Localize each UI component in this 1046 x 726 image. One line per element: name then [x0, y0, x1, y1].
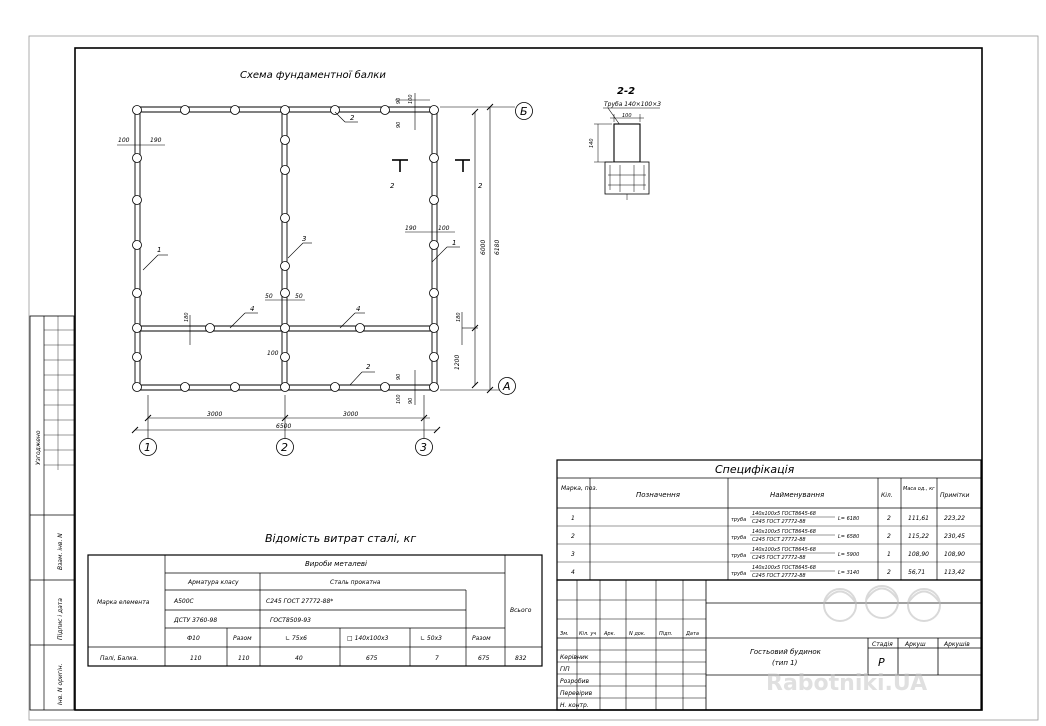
- dim-6180: 6180: [494, 239, 501, 255]
- spec-h-mark: Марка, поз.: [561, 485, 598, 492]
- steel-razom1: Разом: [233, 635, 252, 642]
- stamp-replaced-inv: Взам. інв. N: [57, 533, 64, 570]
- tb-col-kil: Кіл. уч: [579, 631, 597, 637]
- pos-mark-2-bottom: 2: [366, 363, 371, 371]
- tb-role-developer: Розробив: [560, 678, 590, 685]
- tb-sheet-head: Аркуш: [905, 641, 926, 648]
- dim-local-190b: 190: [405, 225, 417, 232]
- spec-row-pos: 4: [571, 569, 575, 576]
- section-dim-width: 100: [622, 113, 632, 119]
- dim-3000-left: 3000: [207, 411, 223, 418]
- spec-row-qty: 1: [887, 551, 891, 558]
- steel-rebar-class: Арматура класу: [188, 579, 239, 586]
- spec-row-qty: 2: [887, 515, 891, 522]
- tb-stage: Р: [878, 656, 885, 669]
- dim-6000: 6000: [480, 239, 487, 255]
- steel-total-header: Всього: [510, 607, 532, 614]
- spec-row-pos: 3: [571, 551, 575, 558]
- spec-row-prefix: труба: [731, 517, 747, 523]
- dim-local-100e: 100: [396, 394, 402, 404]
- dim-local-90c: 90: [396, 373, 402, 380]
- steel-gost8509: ГОСТ8509-93: [270, 617, 311, 624]
- steel-rolled: Сталь прокатна: [330, 579, 381, 586]
- tb-role-gip: ГІП: [560, 666, 570, 673]
- pile-section: [605, 162, 649, 194]
- spec-row-prefix: труба: [731, 553, 747, 559]
- pipe-section: [614, 124, 640, 162]
- spec-row-note: 108,90: [944, 551, 965, 558]
- steel-row-v5: 7: [435, 655, 439, 662]
- tb-col-zm: Зм.: [560, 631, 569, 637]
- spec-row-length: L= 6580: [838, 534, 860, 540]
- spec-row-length: L= 3140: [838, 570, 860, 576]
- spec-row-qty: 2: [887, 569, 891, 576]
- dim-local-180b: 180: [456, 312, 462, 322]
- stamp-sign-date: Підпис і дата: [57, 598, 64, 640]
- spec-row-top: 140х100х5 ГОСТ8645-68: [752, 547, 816, 553]
- spec-row-length: L= 6180: [838, 516, 860, 522]
- spec-row-note: 230,45: [944, 533, 965, 540]
- pos-mark-4-left: 4: [250, 305, 255, 313]
- pos-mark-1-left: 1: [157, 246, 162, 254]
- steel-c245: С245 ГОСТ 27772-88*: [266, 598, 334, 605]
- watermark-text: Rabotniki.UA: [766, 671, 928, 696]
- dim-local-100: 100: [118, 137, 130, 144]
- spec-row-pos: 1: [571, 515, 575, 522]
- steel-table-title: Відомість витрат сталі, кг: [265, 532, 417, 545]
- spec-row-note: 113,42: [944, 569, 965, 576]
- spec-row-top: 140х100х5 ГОСТ8645-68: [752, 529, 816, 535]
- pos-mark-1-right: 1: [452, 239, 457, 247]
- steel-row-v6: 675: [478, 655, 490, 662]
- stamp-agreed: Узгоджено: [35, 430, 42, 465]
- axis-label-1: 1: [144, 441, 151, 454]
- dim-local-100b: 100: [438, 225, 450, 232]
- steel-row-header: Марка елемента: [97, 599, 150, 606]
- steel-row-v1: 110: [190, 655, 202, 662]
- dim-local-100d: 100: [408, 94, 414, 104]
- dim-3000-right: 3000: [343, 411, 359, 418]
- tb-role-checker: Перевірив: [560, 690, 593, 697]
- steel-angle: ∟ 75х6: [285, 635, 307, 642]
- spec-row-top: 140х100х5 ГОСТ8645-68: [752, 565, 816, 571]
- section-mark-right: 2: [478, 182, 483, 190]
- axis-label-3: 3: [420, 441, 427, 454]
- spec-h-qty: Кіл.: [881, 492, 893, 499]
- steel-row-v2: 110: [238, 655, 250, 662]
- dim-local-90d: 90: [408, 397, 414, 404]
- pos-mark-2-top: 2: [350, 114, 355, 122]
- steel-row-name: Палі, Балка.: [100, 655, 139, 662]
- steel-row-v7: 832: [515, 655, 527, 662]
- spec-h-designation: Позначення: [636, 491, 680, 499]
- tb-stage-head: Стадія: [872, 641, 893, 648]
- tb-project: Гостьовий будинок: [750, 648, 821, 656]
- spec-row-bottom: С245 ГОСТ 27772-88: [752, 573, 806, 579]
- section-mark-left: 2: [390, 182, 395, 190]
- steel-dstu: ДСТУ 3760-98: [174, 617, 218, 624]
- spec-row-mass: 108,90: [908, 551, 929, 558]
- pos-mark-3: 3: [302, 235, 307, 243]
- section-pipe-label: Труба 140×100×3: [604, 101, 662, 108]
- dim-local-50b: 50: [295, 293, 303, 300]
- dim-1200: 1200: [454, 354, 461, 370]
- steel-angle2: ∟ 50х3: [420, 635, 442, 642]
- spec-row-prefix: труба: [731, 535, 747, 541]
- axis-label-2: 2: [281, 441, 288, 454]
- axis-label-b: Б: [520, 105, 528, 118]
- tb-col-pidp: Підп.: [659, 631, 673, 637]
- dim-local-190: 190: [150, 137, 162, 144]
- spec-row-qty: 2: [887, 533, 891, 540]
- spec-row-prefix: труба: [731, 571, 747, 577]
- spec-h-mass: Маса од., кг: [903, 486, 935, 492]
- tb-project-sub: (тип 1): [772, 659, 798, 667]
- section-title: 2-2: [617, 86, 636, 97]
- scheme-title: Схема фундаментної балки: [240, 70, 386, 81]
- spec-row-top: 140х100х5 ГОСТ8645-68: [752, 511, 816, 517]
- axis-label-a: А: [503, 380, 511, 393]
- dim-6500: 6500: [276, 423, 292, 430]
- spec-row-pos: 2: [571, 533, 575, 540]
- spec-row-bottom: С245 ГОСТ 27772-88: [752, 537, 806, 543]
- section-dim-height: 140: [589, 138, 595, 148]
- steel-row-v4: 675: [366, 655, 378, 662]
- spec-title: Специфікація: [715, 463, 795, 476]
- spec-row-bottom: С245 ГОСТ 27772-88: [752, 555, 806, 561]
- spec-row-length: L= 5900: [838, 552, 860, 558]
- steel-row-v3: 40: [295, 655, 303, 662]
- tb-col-ndok: N док.: [629, 631, 646, 637]
- spec-row-mass: 56,71: [908, 569, 926, 576]
- dim-local-180a: 180: [184, 312, 190, 322]
- spec-h-name: Найменування: [770, 491, 825, 499]
- spec-row-bottom: С245 ГОСТ 27772-88: [752, 519, 806, 525]
- spec-row-mass: 111,61: [908, 515, 929, 522]
- pos-mark-4-right: 4: [356, 305, 361, 313]
- dim-local-90b: 90: [396, 121, 402, 128]
- stamp-inv-original: Інв. N оригін.: [57, 663, 64, 705]
- dim-local-50a: 50: [265, 293, 273, 300]
- tb-sheets-head: Аркушів: [944, 641, 970, 648]
- tb-role-norm: Н. контр.: [560, 702, 589, 709]
- steel-pipe: □ 140х100х3: [347, 635, 389, 642]
- dim-local-90a: 90: [396, 97, 402, 104]
- steel-products-header: Вироби металеві: [305, 560, 367, 568]
- spec-row-mass: 115,22: [908, 533, 929, 540]
- tb-role-head: Керівник: [560, 654, 589, 661]
- dim-local-100c: 100: [267, 350, 279, 357]
- steel-a500c: А500С: [174, 598, 194, 605]
- tb-col-ark: Арк.: [604, 631, 616, 637]
- steel-razom2: Разом: [472, 635, 491, 642]
- steel-phi10: Ф10: [187, 635, 200, 642]
- spec-row-note: 223,22: [944, 515, 965, 522]
- spec-h-notes: Примітки: [940, 492, 970, 499]
- tb-col-data: Дата: [686, 631, 699, 637]
